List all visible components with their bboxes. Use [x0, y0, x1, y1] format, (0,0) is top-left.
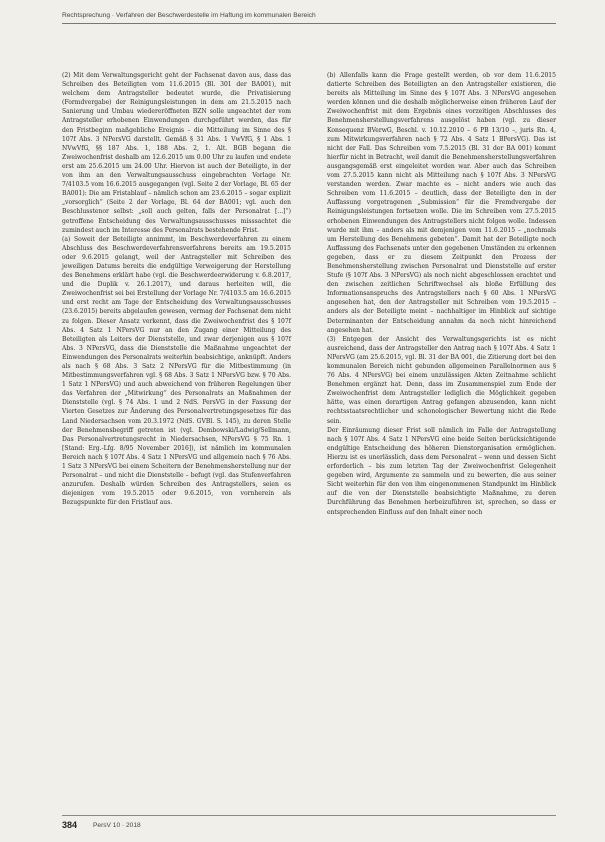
header-divider	[62, 23, 556, 24]
paragraph: (3) Entgegen der Ansicht des Verwaltungsgerichts ist es nicht ausreichend, dass der Antragsteller den Antrag nach § 107f Abs. 4 Satz 1 NPersVG (am 25.6.2015, vgl. Bl. 31 der BA 001, die Zitierung dort bei den kommunalen Bereich nicht gebunden allgemeinen Parallelnormen aus § 76 Abs. 4 NPersVG) bei einem unzulässigen Akten Zeitnahme schlicht Benehmen ergänzt hat. Denn, dass im Zusammenspiel zum Ende der Zweiwochenfrist dem Antragsteller lediglich die Möglichkeit gegeben hätte, was einen derartigen Antrag gefangen abzusenden, kann nicht rechtsstaatsrechtlicher und schonologischer Bewertung nicht die Rede sein.	[327, 335, 556, 425]
left-column	[62, 71, 291, 508]
right-column	[327, 71, 556, 517]
paragraph: Der Einräumung dieser Frist soll nämlich im Falle der Antragstellung nach § 107f Abs. 4 Satz 1 NPersVG eine beide Seiten berücksichtigende endgültige Entscheidung des höheren Dienstorganisation ermöglichen. Hierzu ist es unerlässlich, dass dem Personalrat – wenn und dessen Sicht erforderlich – bis zum letzten Tag der Zweiwochenfrist Gelegenheit gegeben wird, Argumente zu sammeln und zu bewerten, die aus seiner Sicht weiterhin für den von ihm eingenommenen Standpunkt im Hinblick auf die von der Dienststelle beabsichtigte Maßnahme, zu deren Durchführung das Benehmen herbeizuführen ist, sprechen, so dass er entsprechenden Einfluss auf den Inhalt einer noch	[327, 426, 556, 516]
page-number: 384	[62, 820, 78, 830]
paragraph: (2) Mit dem Verwaltungsgericht geht der Fachsenat davon aus, dass das Schreiben des Beteiligten vom 11.6.2015 (Bl. 301 der BA001), mit welchem dem Antragsteller bedeutet wurde, die Privatisierung (Formdvergabe) der Reinigungsleistungen in dem am 21.5.2015 nach Sanierung und Umbau wiedereröffneten BZN solle ungeachtet der vom Antragsteller erhobenen Einwendungen durchgeführt werden, das für den Fristbeginn maßgebliche Ereignis – die Mitteilung im Sinne des § 107f Abs. 3 NPersVG darstellt. Gemäß § 31 Abs. 1 VwVfG, § 1 Abs. 1 NVwVfG, §§ 187 Abs. 1, 188 Abs. 2, 1. Alt. BGB begann die Zweiwochenfrist deshalb am 12.6.2015 um 0.00 Uhr zu laufen und endete erst am 25.6.2015 um 24.00 Uhr. Hiervon ist auch der Beteiligte, in der von ihm an den Verwaltungsausschuss eingebrachten Vorlage Nr. 7/4103.5 vom 16.6.2015 ausgegangen (vgl. Seite 2 der Vorlage, Bl. 65 der BA001): Die am Fristablauf – nämlich schon am 23.6.2015 – sogar explizit „vorsorglich“ (Seite 2 der Vorlage, Bl. 64 der BA001; vgl. auch den Beschlusstenor selbst: „soll auch gelten, falls der Personalrat [...]“) getroffene Entscheidung des Verwaltungsausschusses misssachtet die zumindest auch im Interesse des Personalrats bestehende Frist.	[62, 72, 291, 234]
journal-reference: PersV 10 · 2018	[93, 822, 141, 829]
paragraph: (a) Soweit der Beteiligte annimmt, im Beschwerdeverfahren zu einem Abschluss des Beschwerdeverfahrensverfahrens bereits am 19.5.2015 oder 9.6.2015 gelangt, weil der Antragsteller mit Schreiben des jeweiligen Datums bereits die endgültige Verweigerung der Herstellung des Benehmens erklärt habe (vgl. die Beschwerdeerwiderung v. 6.8.2017, und die Duplik v. 26.1.2017), und daraus herleiten will, die Zweiwochenfrist sei bei Erstellung der Vorlage Nr. 7/4103.5 am 16.6.2015 und erst recht am Tage der Entscheidung des Verwaltungsausschusses (23.6.2015) bereits abgelaufen gewesen, vermag der Fachsenat dem nicht zu folgen. Dieser Ansatz verkennt, dass die Zweiwochenfrist des § 107f Abs. 4 Satz 1 NPersVG nur an den Zugang einer Mitteilung des Beteiligten als Leiters der Dienststelle, und zwar derjenigen aus § 107f Abs. 3 NPersVG, dass die Dienststelle die Maßnahme ungeachtet der Einwendungen des Personalrats weiterhin beabsichtige, anknüpft. Anders als nach § 68 Abs. 3 Satz 2 NPersVG für die Mitbestimmung (in Mitbestimmungsverfahren vgl. § 68 Abs. 3 Satz 1 NPersVG bzw. § 70 Abs. 1 Satz 1 NPersVG) und auch abweichend von früheren Regelungen über das Verfahren der „Mitwirkung“ des Personalrats an Maßnahmen der Dienststelle (vgl. § 74 Abs. 1 und 2 NdS. PersVG in der Fassung der Vierten Gesetzes zur Änderung des Personalvertretungsgesetzes für das Land Niedersachsen vom 20.3.1972 (NdS. GVBl. S. 145), zu deren Stelle der Benehmensbegriff getreten ist (vgl. Dembowski/Ladwig/Sellmann, Das Personalvertretungsrecht in Niedersachsen, NPersVG § 75 Rn. 1 [Stand: Erg.-Lfg. 8/95 November 2016]), ist nämlich im kommunalen Bereich nach § 107f Abs. 4 Satz 1 NPersVG und allgemein nach § 76 Abs. 1 Satz 3 NPersVG bei einem Scheitern der Benehmensherstellung nur der Personalrat – und nicht die Dienststelle – befugt (vgl. das Stufenverfahren anzurufen. Deshalb würden Schreiben des Antragstellers, seien es diejenigen vom 19.5.2015 oder 9.6.2015, von vornherein als Bezugspunkte für den Fristlauf aus.	[62, 235, 291, 507]
paragraph: (b) Allenfalls kann die Frage gestellt werden, ob vor dem 11.6.2015 datierte Schreiben des Beteiligten an den Antragsteller existieren, die bereits als Mitteilung im Sinne des § 107f Abs. 3 NPersVG angesehen werden können und die deshalb möglicherweise einen früheren Lauf der Zweiwochenfrist mit dem Ergebnis eines vorzeitigen Abschlusses des Benehmensherstellungsverfahrens ausgelöst haben (vgl. zu dieser Konsequenz BVerwG, Beschl. v. 10.12.2010 – 6 PB 13/10 –, juris Rn. 4, zum Mitwirkungsverfahren nach § 72 Abs. 4 Satz 1 BPersVG). Das ist nicht der Fall. Das Schreiben vom 7.5.2015 (Bl. 31 der BA 001) kommt hierfür nicht in Betracht, weil damit die Benehmensherstellungsverfahren ausgangsgemäß erst eingeleitet worden war. Aber auch das Schreiben vom 27.5.2015 kann nicht als Mitteilung nach § 107f Abs. 3 NPersVG verstanden werden. Zwar machte es – nicht anders wie auch das Schreiben vom 11.6.2015 – deutlich, dass der Beteiligte den in der Auffassung vorgetragenen „Submission“ für die Fremdvergabe der Reinigungsleistungen fortsetzen wolle. Die im Schreiben vom 27.5.2015 erhobenen Einwendungen des Antragstellers nicht folgen wolle. Indessen wurde mit ihm – anders als mit demjenigen vom 11.6.2015 – „nochmals um Herstellung des Benehmens gebeten“. Damit hat der Beteiligte noch Auffassung des Fachsenats unter den gegebenen Umständen zu erkennen gegeben, dass er zu diesem Zeitpunkt den Prozess der Benehmensherstellung zwischen Personalrat und Dienststelle auf erster Stufe (§ 107f Abs. 3 NPersVG) als noch nicht abgeschlossen erachtet und den zwischen zeitlichen Schriftwechsel als bloße Erfüllung des Informationsanspruchs des Antragstellers nach § 60 Abs. 1 NPersVG angesehen hat, den der Antragsteller mit Schreiben vom 19.5.2015 – anders als der Beteiligte meint – nachhaltiger im Hinblick auf sichtige Determinanten der Entscheidung annahm da noch nicht hinreichend angesehen hat.	[327, 72, 556, 334]
running-header: Rechtsprechung · Verfahren der Beschwerdestelle im Haftung im kommunalen Bereich	[62, 12, 316, 19]
footer-divider	[62, 815, 556, 816]
